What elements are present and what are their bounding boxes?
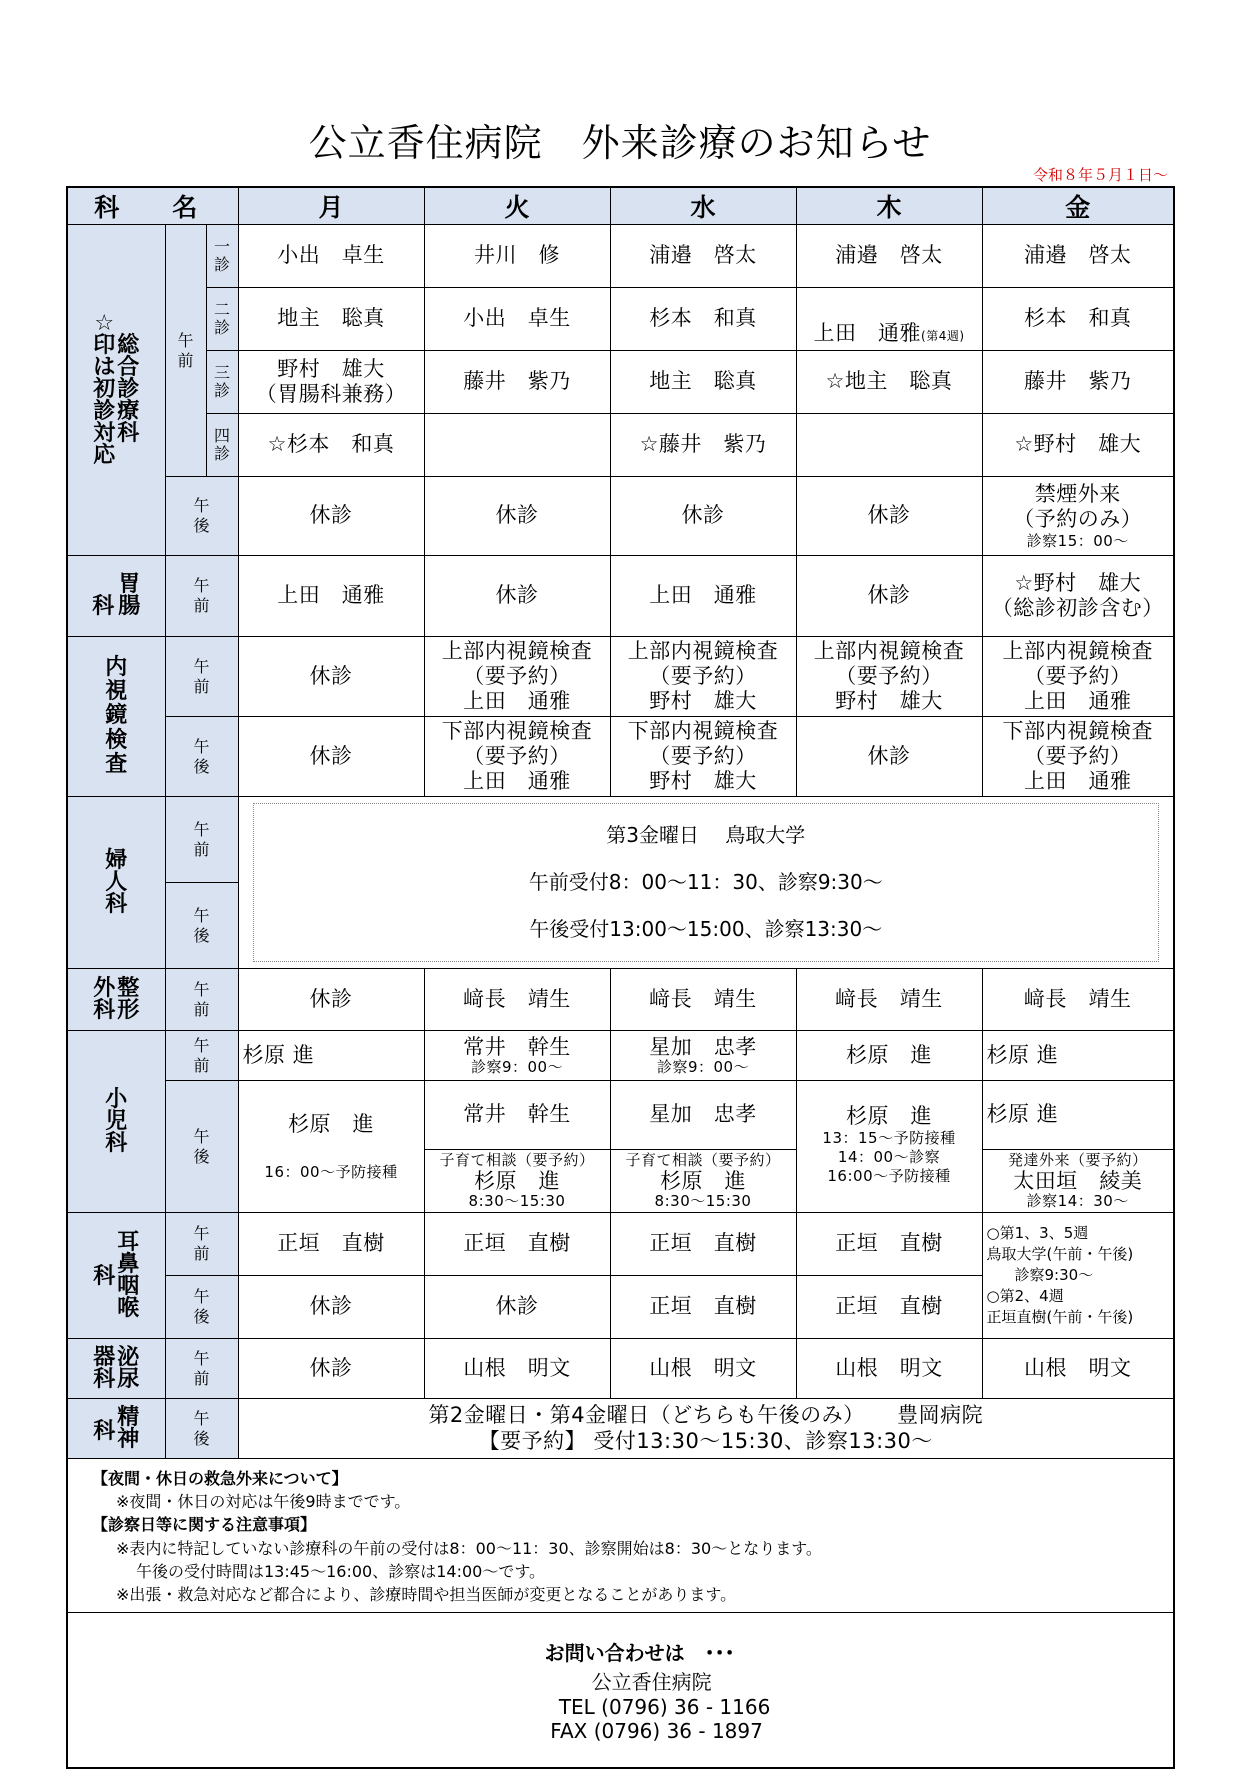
naishi-pm-fri: 下部内視鏡検査 （要予約） 上田 通雅 xyxy=(982,717,1174,797)
contact-line xyxy=(67,1613,1174,1769)
ichou-tue: 休診 xyxy=(424,556,610,637)
sogo-pm-fri: 禁煙外来 （予約のみ） 診察15：00～ xyxy=(982,477,1174,556)
day-wed: 水 xyxy=(610,187,796,225)
naishi-pm-label: 午後 xyxy=(165,717,238,797)
naishi-dept-label: 内 視 鏡 検 査 xyxy=(67,637,165,797)
sogo-2-mon: 地主 聡真 xyxy=(238,288,424,351)
header-row xyxy=(67,187,1174,225)
hinyo-tue: 山根 明文 xyxy=(424,1339,610,1399)
seikei-thu: 﨑長 靖生 xyxy=(796,969,982,1031)
seishin-info: 第2金曜日・第4金曜日（どちらも午後のみ） 豊岡病院 【要予約】 受付13:30～15:30、診察13:30～ xyxy=(238,1399,1174,1459)
hinyo-dept-label: 器 科 泌 尿 xyxy=(67,1339,165,1399)
sogo-2-thu: 上田 通雅(第4週) xyxy=(796,288,982,351)
day-mon: 月 xyxy=(238,187,424,225)
sogo-pm-label: 午後 xyxy=(165,477,238,556)
ichou-fri: ☆野村 雄大 （総診初診含む） xyxy=(982,556,1174,637)
contact-fax: FAX (0796) 36 - 1897 xyxy=(550,1719,763,1744)
notes-heading-caution: 【診察日等に関する注意事項】 xyxy=(92,1515,317,1535)
jibi-am-label: 午前 xyxy=(165,1213,238,1276)
seikei-am-label: 午前 xyxy=(165,969,238,1031)
fujin-am-row xyxy=(67,797,1174,883)
seishin-dept-label: 科 精 神 xyxy=(67,1399,165,1459)
sogo-4-fri: ☆野村 雄大 xyxy=(982,414,1174,477)
shoni-pm-row xyxy=(67,1081,1174,1213)
sogo-4-wed: ☆藤井 紫乃 xyxy=(610,414,796,477)
sogo-row-1 xyxy=(67,225,1174,288)
ichou-mon: 上田 通雅 xyxy=(238,556,424,637)
jibi-pm-tue: 休診 xyxy=(424,1276,610,1339)
fujin-am-label: 午前 xyxy=(165,797,238,883)
day-tue: 火 xyxy=(424,187,610,225)
shoni-pm-label: 午後 xyxy=(165,1081,238,1213)
seikei-wed: 﨑長 靖生 xyxy=(610,969,796,1031)
sogo-2-fri: 杉本 和真 xyxy=(982,288,1174,351)
shoni-pm-wed: 星加 忠孝 子育て相談（要予約） 杉原 進 8:30～15:30 xyxy=(610,1081,796,1213)
naishi-pm-wed: 下部内視鏡検査 （要予約） 野村 雄大 xyxy=(610,717,796,797)
sogo-2-wed: 杉本 和真 xyxy=(610,288,796,351)
fujin-dept-label: 婦 人 科 xyxy=(67,797,165,969)
seishin-row xyxy=(67,1399,1174,1459)
sogo-dept-label: ☆ 印 は 初 診 対 応 総 合 診 療 科 xyxy=(67,225,165,556)
notes-line-2: ※表内に特記していない診療科の午前の受付は8：00～11：30、診察開始は8：30～となります。 xyxy=(116,1538,822,1558)
naishi-pm-mon: 休診 xyxy=(238,717,424,797)
fujin-pm-label: 午後 xyxy=(165,883,238,969)
naishi-am-fri: 上部内視鏡検査 （要予約） 上田 通雅 xyxy=(982,637,1174,717)
naishi-am-mon: 休診 xyxy=(238,637,424,717)
naishi-am-wed: 上部内視鏡検査 （要予約） 野村 雄大 xyxy=(610,637,796,717)
sogo-3-thu: ☆地主 聡真 xyxy=(796,351,982,414)
sogo-am-label: 午前 xyxy=(165,225,206,477)
contact-hospital: 公立香住病院 xyxy=(591,1670,712,1695)
naishi-am-label: 午前 xyxy=(165,637,238,717)
sogo-4-tue xyxy=(424,414,610,477)
notes-line-1: ※夜間・休日の対応は午後9時までです。 xyxy=(116,1492,411,1512)
sogo-1-thu: 浦邉 啓太 xyxy=(796,225,982,288)
jibi-pm-wed: 正垣 直樹 xyxy=(610,1276,796,1339)
sogo-pm-wed: 休診 xyxy=(610,477,796,556)
sogo-3-fri: 藤井 紫乃 xyxy=(982,351,1174,414)
gastro-duty-note: （胃腸科兼務） xyxy=(255,382,407,406)
fujin-info-cell xyxy=(238,797,1174,969)
jibi-am-row xyxy=(67,1213,1174,1276)
hinyo-mon: 休診 xyxy=(238,1339,424,1399)
ichou-am-label: 午前 xyxy=(165,556,238,637)
jibi-am-thu: 正垣 直樹 xyxy=(796,1213,982,1276)
sogo-3-mon: 野村 雄大 （胃腸科兼務） xyxy=(238,351,424,414)
jibi-dept-label: 科 耳 鼻 咽 喉 xyxy=(67,1213,165,1339)
sogo-pm-row xyxy=(67,477,1174,556)
naishi-am-row xyxy=(67,637,1174,717)
sogo-3-wed: 地主 聡真 xyxy=(610,351,796,414)
effective-date: 令和８年５月１日～ xyxy=(1032,166,1168,184)
sogo-pm-thu: 休診 xyxy=(796,477,982,556)
hinyo-fri: 山根 明文 xyxy=(982,1339,1174,1399)
sogo-4-thu xyxy=(796,414,982,477)
sogo-1-tue: 井川 修 xyxy=(424,225,610,288)
ichou-row xyxy=(67,556,1174,637)
jibi-am-mon: 正垣 直樹 xyxy=(238,1213,424,1276)
shoni-am-thu: 杉原 進 xyxy=(796,1031,982,1081)
sogo-pm-mon: 休診 xyxy=(238,477,424,556)
shoni-am-tue: 常井 幹生 診察9：00～ xyxy=(424,1031,610,1081)
ichou-dept-label: 科 胃 腸 xyxy=(67,556,165,637)
jibi-fri: ○第1、3、5週 鳥取大学(午前・午後) 診察9:30～ ○第2、4週 正垣直樹(午前・午後) xyxy=(982,1213,1174,1339)
day-thu: 木 xyxy=(796,187,982,225)
contact-row xyxy=(67,1613,1174,1769)
contact-label: お問い合わせは ･･･ xyxy=(544,1641,735,1666)
dept-header: 科 名 xyxy=(67,187,238,225)
notes-line-4: ※出張・救急対応など都合により、診療時間や担当医師が変更となることがあります。 xyxy=(116,1584,737,1604)
naishi-pm-thu: 休診 xyxy=(796,717,982,797)
hinyo-am-label: 午前 xyxy=(165,1339,238,1399)
shoni-pm-mon: 杉原 進 16：00～予防接種 xyxy=(238,1081,424,1213)
shoni-am-label: 午前 xyxy=(165,1031,238,1081)
hinyo-wed: 山根 明文 xyxy=(610,1339,796,1399)
shoni-pm-fri: 杉原 進 発達外来（要予約） 太田垣 綾美 診察14：30～ xyxy=(982,1081,1174,1213)
sogo-2-tue: 小出 卓生 xyxy=(424,288,610,351)
page-title: 公立香住病院 外来診療のお知らせ xyxy=(308,121,932,165)
shoni-am-wed: 星加 忠孝 診察9：00～ xyxy=(610,1031,796,1081)
sogo-row-2 xyxy=(67,288,1174,351)
hinyo-thu: 山根 明文 xyxy=(796,1339,982,1399)
shin-4-label: 四診 xyxy=(206,414,238,477)
seikei-row xyxy=(67,969,1174,1031)
naishi-pm-row xyxy=(67,717,1174,797)
jibi-pm-thu: 正垣 直樹 xyxy=(796,1276,982,1339)
shin-3-label: 三診 xyxy=(206,351,238,414)
sogo-3-tue: 藤井 紫乃 xyxy=(424,351,610,414)
shin-2-label: 二診 xyxy=(206,288,238,351)
shoni-dept-label: 小 児 科 xyxy=(67,1031,165,1213)
seikei-mon: 休診 xyxy=(238,969,424,1031)
contact-tel: TEL (0796) 36 - 1166 xyxy=(558,1695,771,1720)
jibi-pm-label: 午後 xyxy=(165,1276,238,1339)
hinyo-row xyxy=(67,1339,1174,1399)
shoni-pm-tue: 常井 幹生 子育て相談（要予約） 杉原 進 8:30～15:30 xyxy=(424,1081,610,1213)
sogo-1-wed: 浦邉 啓太 xyxy=(610,225,796,288)
sogo-1-fri: 浦邉 啓太 xyxy=(982,225,1174,288)
seikei-tue: 﨑長 靖生 xyxy=(424,969,610,1031)
fourth-week-note: (第4週) xyxy=(921,328,965,343)
sogo-4-mon: ☆杉本 和真 xyxy=(238,414,424,477)
shoni-am-fri: 杉原 進 xyxy=(982,1031,1174,1081)
naishi-am-thu: 上部内視鏡検査 （要予約） 野村 雄大 xyxy=(796,637,982,717)
shoni-pm-thu: 杉原 進 13：15～予防接種 14：00～診察 16:00～予防接種 xyxy=(796,1081,982,1213)
sogo-pm-tue: 休診 xyxy=(424,477,610,556)
shoni-am-row xyxy=(67,1031,1174,1081)
sogo-1-mon: 小出 卓生 xyxy=(238,225,424,288)
notes-line-3: 午後の受付時間は13:45～16:00、診察は14:00～です。 xyxy=(136,1561,546,1581)
seikei-fri: 﨑長 靖生 xyxy=(982,969,1174,1031)
sogo-row-3 xyxy=(67,351,1174,414)
ichou-thu: 休診 xyxy=(796,556,982,637)
seikei-dept-label: 外 科 整 形 xyxy=(67,969,165,1031)
naishi-am-tue: 上部内視鏡検査 （要予約） 上田 通雅 xyxy=(424,637,610,717)
jibi-am-wed: 正垣 直樹 xyxy=(610,1213,796,1276)
jibi-pm-mon: 休診 xyxy=(238,1276,424,1339)
jibi-am-tue: 正垣 直樹 xyxy=(424,1213,610,1276)
day-fri: 金 xyxy=(982,187,1174,225)
notes-heading-emergency: 【夜間・休日の救急外来について】 xyxy=(92,1469,348,1488)
sogo-row-4 xyxy=(67,414,1174,477)
shoni-am-mon: 杉原 進 xyxy=(238,1031,424,1081)
naishi-pm-tue: 下部内視鏡検査 （要予約） 上田 通雅 xyxy=(424,717,610,797)
fujin-info-box: 第3金曜日 鳥取大学 午前受付8：00～11：30、診察9:30～ 午後受付13:00～15:00、診察13:30～ xyxy=(253,803,1160,962)
schedule-table xyxy=(66,186,1175,1769)
shin-1-label: 一診 xyxy=(206,225,238,288)
seishin-pm-label: 午後 xyxy=(165,1399,238,1459)
ichou-wed: 上田 通雅 xyxy=(610,556,796,637)
notes-section xyxy=(67,1459,1174,1613)
notes-row xyxy=(67,1459,1174,1613)
